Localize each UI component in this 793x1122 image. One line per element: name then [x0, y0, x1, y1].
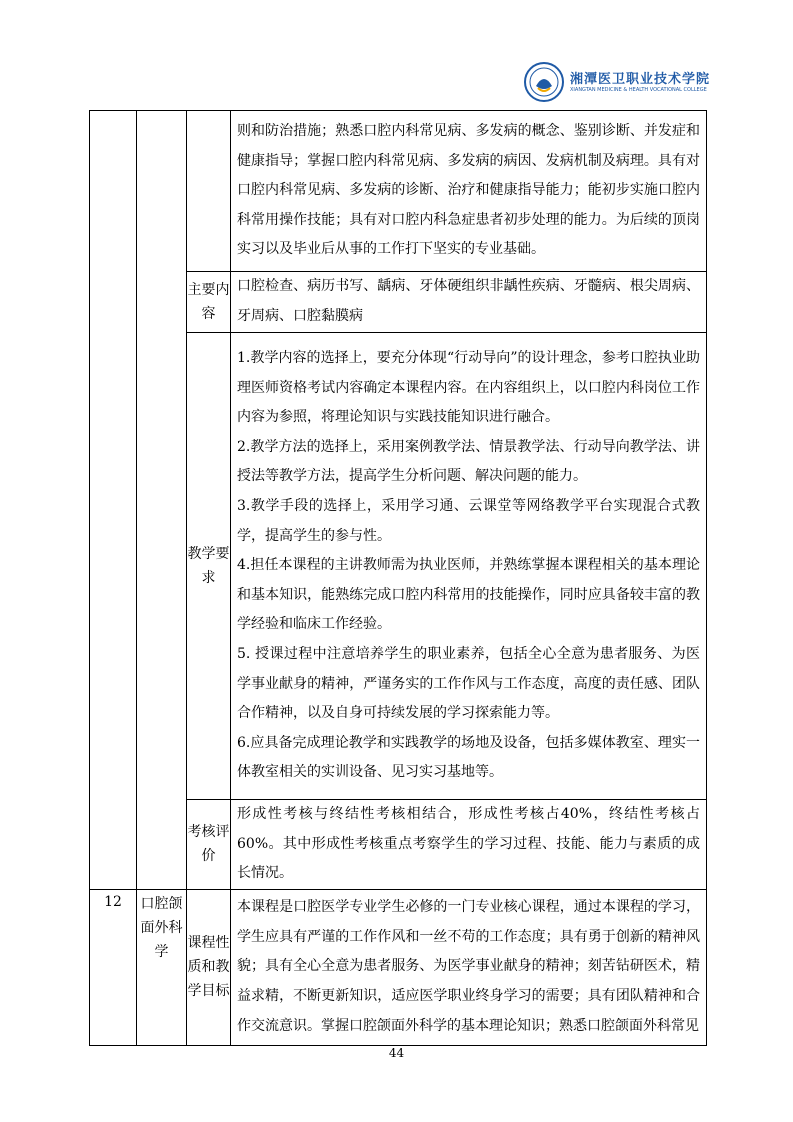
label-cell: [187, 111, 231, 272]
course-number: 12: [90, 889, 137, 1045]
course-number-cell: [90, 111, 137, 890]
page-number: 44: [388, 1046, 405, 1060]
table-row: [90, 889, 707, 1045]
school-logo: [524, 62, 711, 102]
requirement-item: 3.教学手段的选择上，采用学习通、云课堂等网络教学平台实现混合式教学，提高学生的参与性。: [237, 498, 700, 544]
requirements-label: 教学要求: [187, 333, 231, 800]
objectives-text: 本课程是口腔医学专业学生必修的一门专业核心课程，通过本课程的学习，学生应具有严谨的工作作风和一丝不苟的工作态度；具有勇于创新的精神风貌；具有全心全意为患者服务、为医学事业献身的精神；刻苦钻研医术，精益求精，不断更新知识，适应医学职业终身学习的需要；具有团队精神和合作交流意识。掌握口腔颌面外科学的基本理论知识；熟悉口腔颌面外科常见: [231, 889, 707, 1045]
requirement-item: 6.应具备完成理论教学和实践教学的场地及设备，包括多媒体教室、理实一体教室相关的实训设备、见习实习基地等。: [237, 734, 700, 781]
objectives-label: 课程性质和教学目标: [187, 889, 231, 1045]
requirement-item: 1.教学内容的选择上，要充分体现“行动导向”的设计理念，参考口腔执业助理医师资格考试内容确定本课程内容。在内容组织上，以口腔内科岗位工作内容为参照，将理论知识与实践技能知识进行融合。: [237, 350, 700, 426]
course-name-cell: [137, 111, 187, 890]
course-table: [89, 110, 707, 1046]
school-name-en: XIANGTAN MEDICINE & HEALTH VOCATIONAL COLLEGE: [570, 87, 707, 93]
school-emblem-icon: [524, 62, 564, 102]
evaluation-label: 考核评价: [187, 800, 231, 890]
school-name: 湘潭医卫职业技术学院: [570, 72, 711, 87]
content-label: 主要内容: [187, 272, 231, 333]
requirement-item: 5. 授课过程中注意培养学生的职业素养，包括全心全意为患者服务、为医学事业献身的精神，严谨务实的工作作风与工作态度，高度的责任感、团队合作精神，以及自身可持续发展的学习探索能力等。: [237, 645, 700, 722]
requirements-text: [231, 333, 707, 800]
evaluation-text: 形成性考核与终结性考核相结合，形成性考核占40%，终结性考核占60%。其中形成性考核重点考察学生的学习过程、技能、能力与素质的成长情况。: [231, 800, 707, 890]
requirement-item: 2.教学方法的选择上，采用案例教学法、情景教学法、行动导向教学法、讲授法等教学方法，提高学生分析问题、解决问题的能力。: [237, 438, 700, 485]
content-text: 口腔检查、病历书写、龋病、牙体硬组织非龋性疾病、牙髓病、根尖周病、牙周病、口腔黏膜病: [231, 272, 707, 333]
course-name: 口腔颌面外科学: [137, 889, 187, 1045]
requirement-item: 4.担任本课程的主讲教师需为执业医师，并熟练掌握本课程相关的基本理论和基本知识，能熟练完成口腔内科常用的技能操作，同时应具备较丰富的教学经验和临床工作经验。: [237, 557, 700, 633]
table-row: [90, 111, 707, 272]
objectives-continued: 则和防治措施；熟悉口腔内科常见病、多发病的概念、鉴别诊断、并发症和健康指导；掌握口腔内科常见病、多发病的病因、发病机制及病理。具有对口腔内科常见病、多发病的诊断、治疗和健康指导能力；能初步实施口腔内科常用操作技能；具有对口腔内科急症患者初步处理的能力。为后续的顶岗实习以及毕业后从事的工作打下坚实的专业基础。: [231, 111, 707, 272]
